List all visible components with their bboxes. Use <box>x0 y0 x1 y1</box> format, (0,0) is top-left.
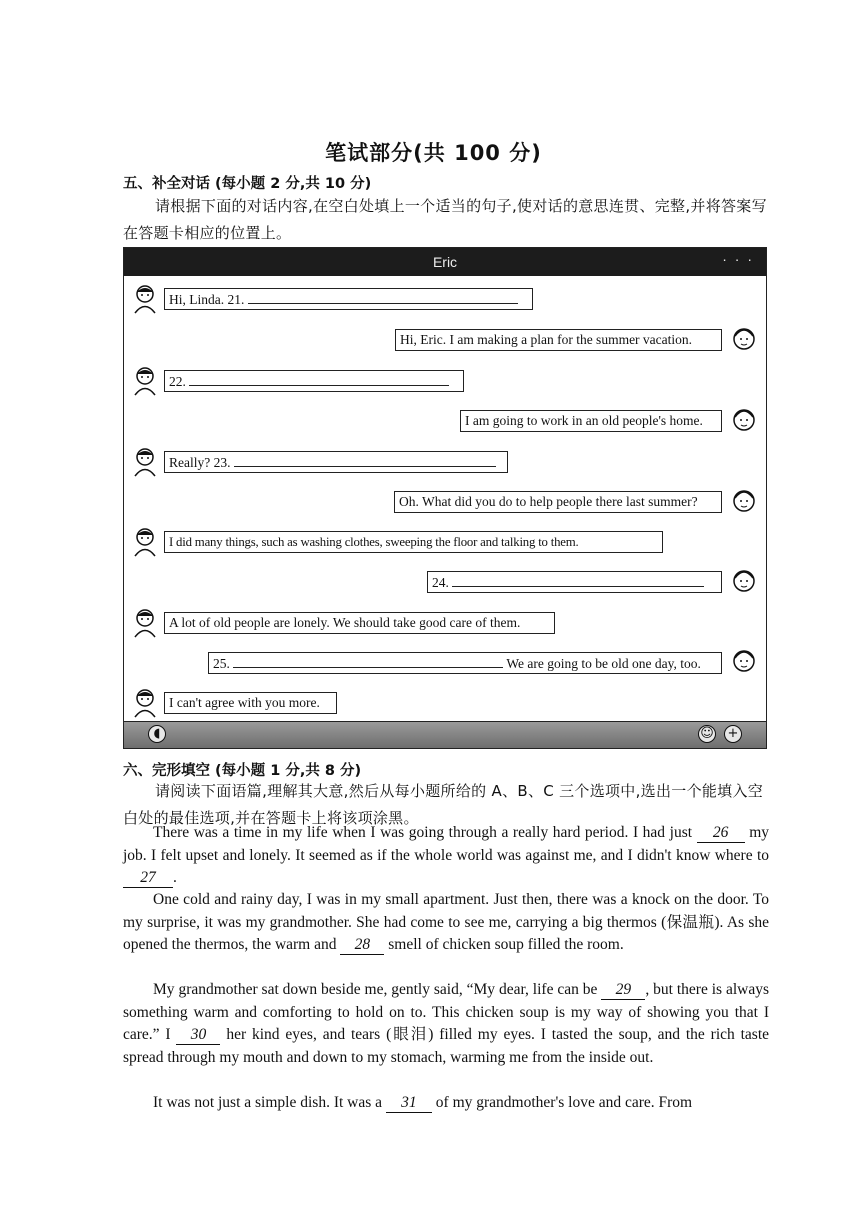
message-linda-4: 24. <box>427 571 722 593</box>
blank-30[interactable]: 30 <box>176 1026 220 1045</box>
more-options-icon[interactable]: · · · <box>722 251 754 267</box>
blank-26[interactable]: 26 <box>697 824 745 843</box>
boy-avatar-icon <box>132 284 158 314</box>
girl-avatar-icon <box>731 566 757 596</box>
page-title: 笔试部分(共 100 分) <box>325 141 542 165</box>
message-eric-2: 22. <box>164 370 464 392</box>
message-eric-3: Really? 23. <box>164 451 508 473</box>
section-6-instruction: 请阅读下面语篇,理解其大意,然后从每小题所给的 A、B、C 三个选项中,选出一个能填入空白处的最佳选项,并在答题卡上将该项涂黑。 <box>123 782 764 827</box>
chat-window <box>123 247 767 749</box>
boy-avatar-icon <box>132 688 158 718</box>
message-linda-5: 25. We are going to be old one day, too. <box>208 652 722 674</box>
chat-input-bar <box>124 721 766 748</box>
boy-avatar-icon <box>132 447 158 477</box>
blank-27[interactable]: 27 <box>123 869 173 888</box>
passage-paragraph-3: My grandmother sat down beside me, gently said, “My dear, life can be 29 , but there is always something warm and comforting to hold on to. This chicken soup is my way of showing you that I care.” I 30 her kind eyes, and tears (眼泪) filled my eyes. I tasted the soup, and the rich taste spread through my mouth and down to my stomach, warming me from the inside out. <box>123 981 770 1067</box>
section-5-instruction: 请根据下面的对话内容,在空白处填上一个适当的句子,使对话的意思连贯、完整,并将答案写在答题卡相应的位置上。 <box>123 197 767 242</box>
girl-avatar-icon <box>731 486 757 516</box>
add-icon[interactable]: + <box>724 725 742 743</box>
boy-avatar-icon <box>132 527 158 557</box>
message-eric-1: Hi, Linda. 21. <box>164 288 533 310</box>
section-6-heading: 六、完形填空 (每小题 1 分,共 8 分) <box>123 763 362 779</box>
boy-avatar-icon <box>132 366 158 396</box>
boy-avatar-icon <box>132 608 158 638</box>
girl-avatar-icon <box>731 405 757 435</box>
chat-header <box>124 248 766 276</box>
girl-avatar-icon <box>731 324 757 354</box>
message-linda-1: Hi, Eric. I am making a plan for the summer vacation. <box>395 329 722 351</box>
message-eric-4: I did many things, such as washing clothes, sweeping the floor and talking to them. <box>164 531 663 553</box>
girl-avatar-icon <box>731 646 757 676</box>
voice-icon[interactable]: ◖ <box>148 725 166 743</box>
section-5-heading: 五、补全对话 (每小题 2 分,共 10 分) <box>123 176 372 192</box>
passage-paragraph-2: One cold and rainy day, I was in my small apartment. Just then, there was a knock on the door. To my surprise, it was my grandmother. She had come to see me, carrying a big thermos (保温瓶). As she opened the thermos, the warm and 28 smell of chicken soup filled the room. <box>123 891 769 954</box>
passage-paragraph-4: It was not just a simple dish. It was a 31 of my grandmother's love and care. From <box>153 1094 693 1111</box>
chat-contact-name: Eric <box>432 254 458 270</box>
emoji-icon[interactable]: ☺ <box>698 725 716 743</box>
message-eric-5: A lot of old people are lonely. We should take good care of them. <box>164 612 555 634</box>
passage-paragraph-1: There was a time in my life when I was going through a really hard period. I had just 26 my job. I felt upset and lonely. It seemed as if the whole world was against me, and I didn't know where to 27 . <box>123 824 769 887</box>
blank-31[interactable]: 31 <box>386 1094 432 1113</box>
message-linda-2: I am going to work in an old people's home. <box>460 410 722 432</box>
blank-28[interactable]: 28 <box>340 936 384 955</box>
message-eric-6: I can't agree with you more. <box>164 692 337 714</box>
message-linda-3: Oh. What did you do to help people there last summer? <box>394 491 722 513</box>
blank-29[interactable]: 29 <box>601 981 645 1000</box>
